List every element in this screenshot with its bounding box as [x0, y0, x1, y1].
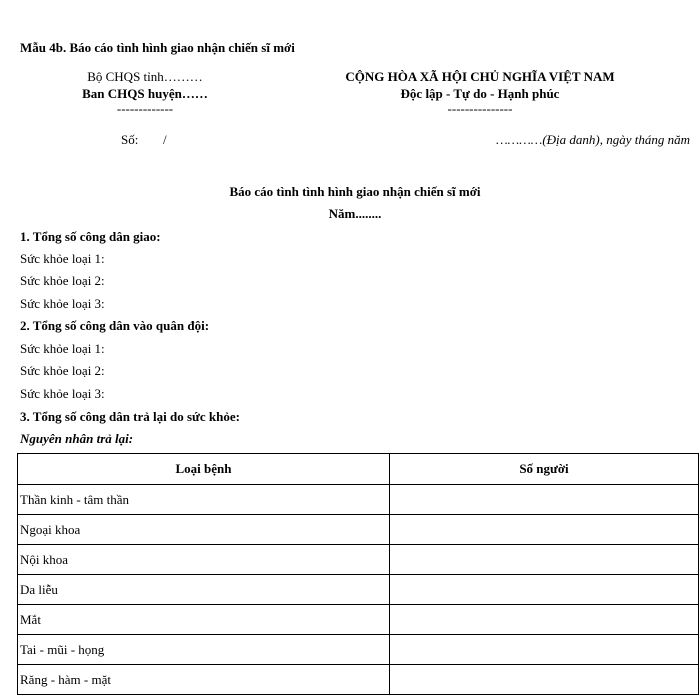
ministry-line: Bộ CHQS tỉnh………	[87, 69, 203, 84]
patient-count	[390, 545, 699, 575]
disease-name: Mắt	[18, 605, 390, 635]
section-1-health-class-1: Sức khỏe loại 1:	[20, 251, 105, 266]
motto: Độc lập - Tự do - Hạnh phúc	[400, 86, 560, 101]
right-divider: ---------------	[447, 101, 513, 116]
country-name: CỘNG HÒA XÃ HỘI CHỦ NGHĨA VIỆT NAM	[345, 69, 615, 84]
disease-name: Răng - hàm - mặt	[18, 665, 390, 695]
document-number-label: Số:	[121, 132, 139, 147]
place-date-line: …………(Địa danh), ngày tháng năm	[496, 132, 690, 147]
section-2-health-class-1: Sức khỏe loại 1:	[20, 341, 105, 356]
section-1-health-class-3: Sức khỏe loại 3:	[20, 296, 105, 311]
patient-count	[390, 485, 699, 515]
section-3-subheading: Nguyên nhân trả lại:	[20, 431, 134, 446]
disease-table	[17, 453, 699, 695]
district-line: Ban CHQS huyện……	[82, 86, 208, 101]
report-year: Năm........	[328, 206, 382, 221]
disease-name: Ngoại khoa	[18, 515, 390, 545]
section-2-health-class-2: Sức khỏe loại 2:	[20, 363, 105, 378]
table-row	[18, 575, 699, 605]
disease-name: Nội khoa	[18, 545, 390, 575]
document-number-slash: /	[163, 132, 167, 147]
section-1-heading: 1. Tổng số công dân giao:	[20, 229, 161, 244]
patient-count	[390, 515, 699, 545]
section-1-health-class-2: Sức khỏe loại 2:	[20, 273, 105, 288]
table-row	[18, 515, 699, 545]
disease-name: Thần kinh - tâm thần	[18, 485, 390, 515]
table-row	[18, 485, 699, 515]
patient-count	[390, 575, 699, 605]
table-row	[18, 605, 699, 635]
disease-name: Tai - mũi - họng	[18, 635, 390, 665]
table-header-row	[18, 454, 699, 485]
table-row	[18, 545, 699, 575]
report-title: Báo cáo tình tình hình giao nhận chiến sĩ mới	[229, 184, 481, 199]
patient-count	[390, 605, 699, 635]
disease-name: Da liễu	[18, 575, 390, 605]
table-row	[18, 665, 699, 695]
section-3-heading: 3. Tổng số công dân trả lại do sức khỏe:	[20, 409, 240, 424]
section-2-heading: 2. Tổng số công dân vào quân đội:	[20, 318, 210, 333]
column-header-count: Số người	[390, 454, 699, 485]
patient-count	[390, 635, 699, 665]
form-title: Mẫu 4b. Báo cáo tình hình giao nhận chiến sĩ mới	[20, 40, 295, 55]
column-header-disease: Loại bệnh	[18, 454, 390, 485]
section-2-health-class-3: Sức khỏe loại 3:	[20, 386, 105, 401]
table-row	[18, 635, 699, 665]
left-divider: -------------	[116, 101, 174, 116]
patient-count	[390, 665, 699, 695]
